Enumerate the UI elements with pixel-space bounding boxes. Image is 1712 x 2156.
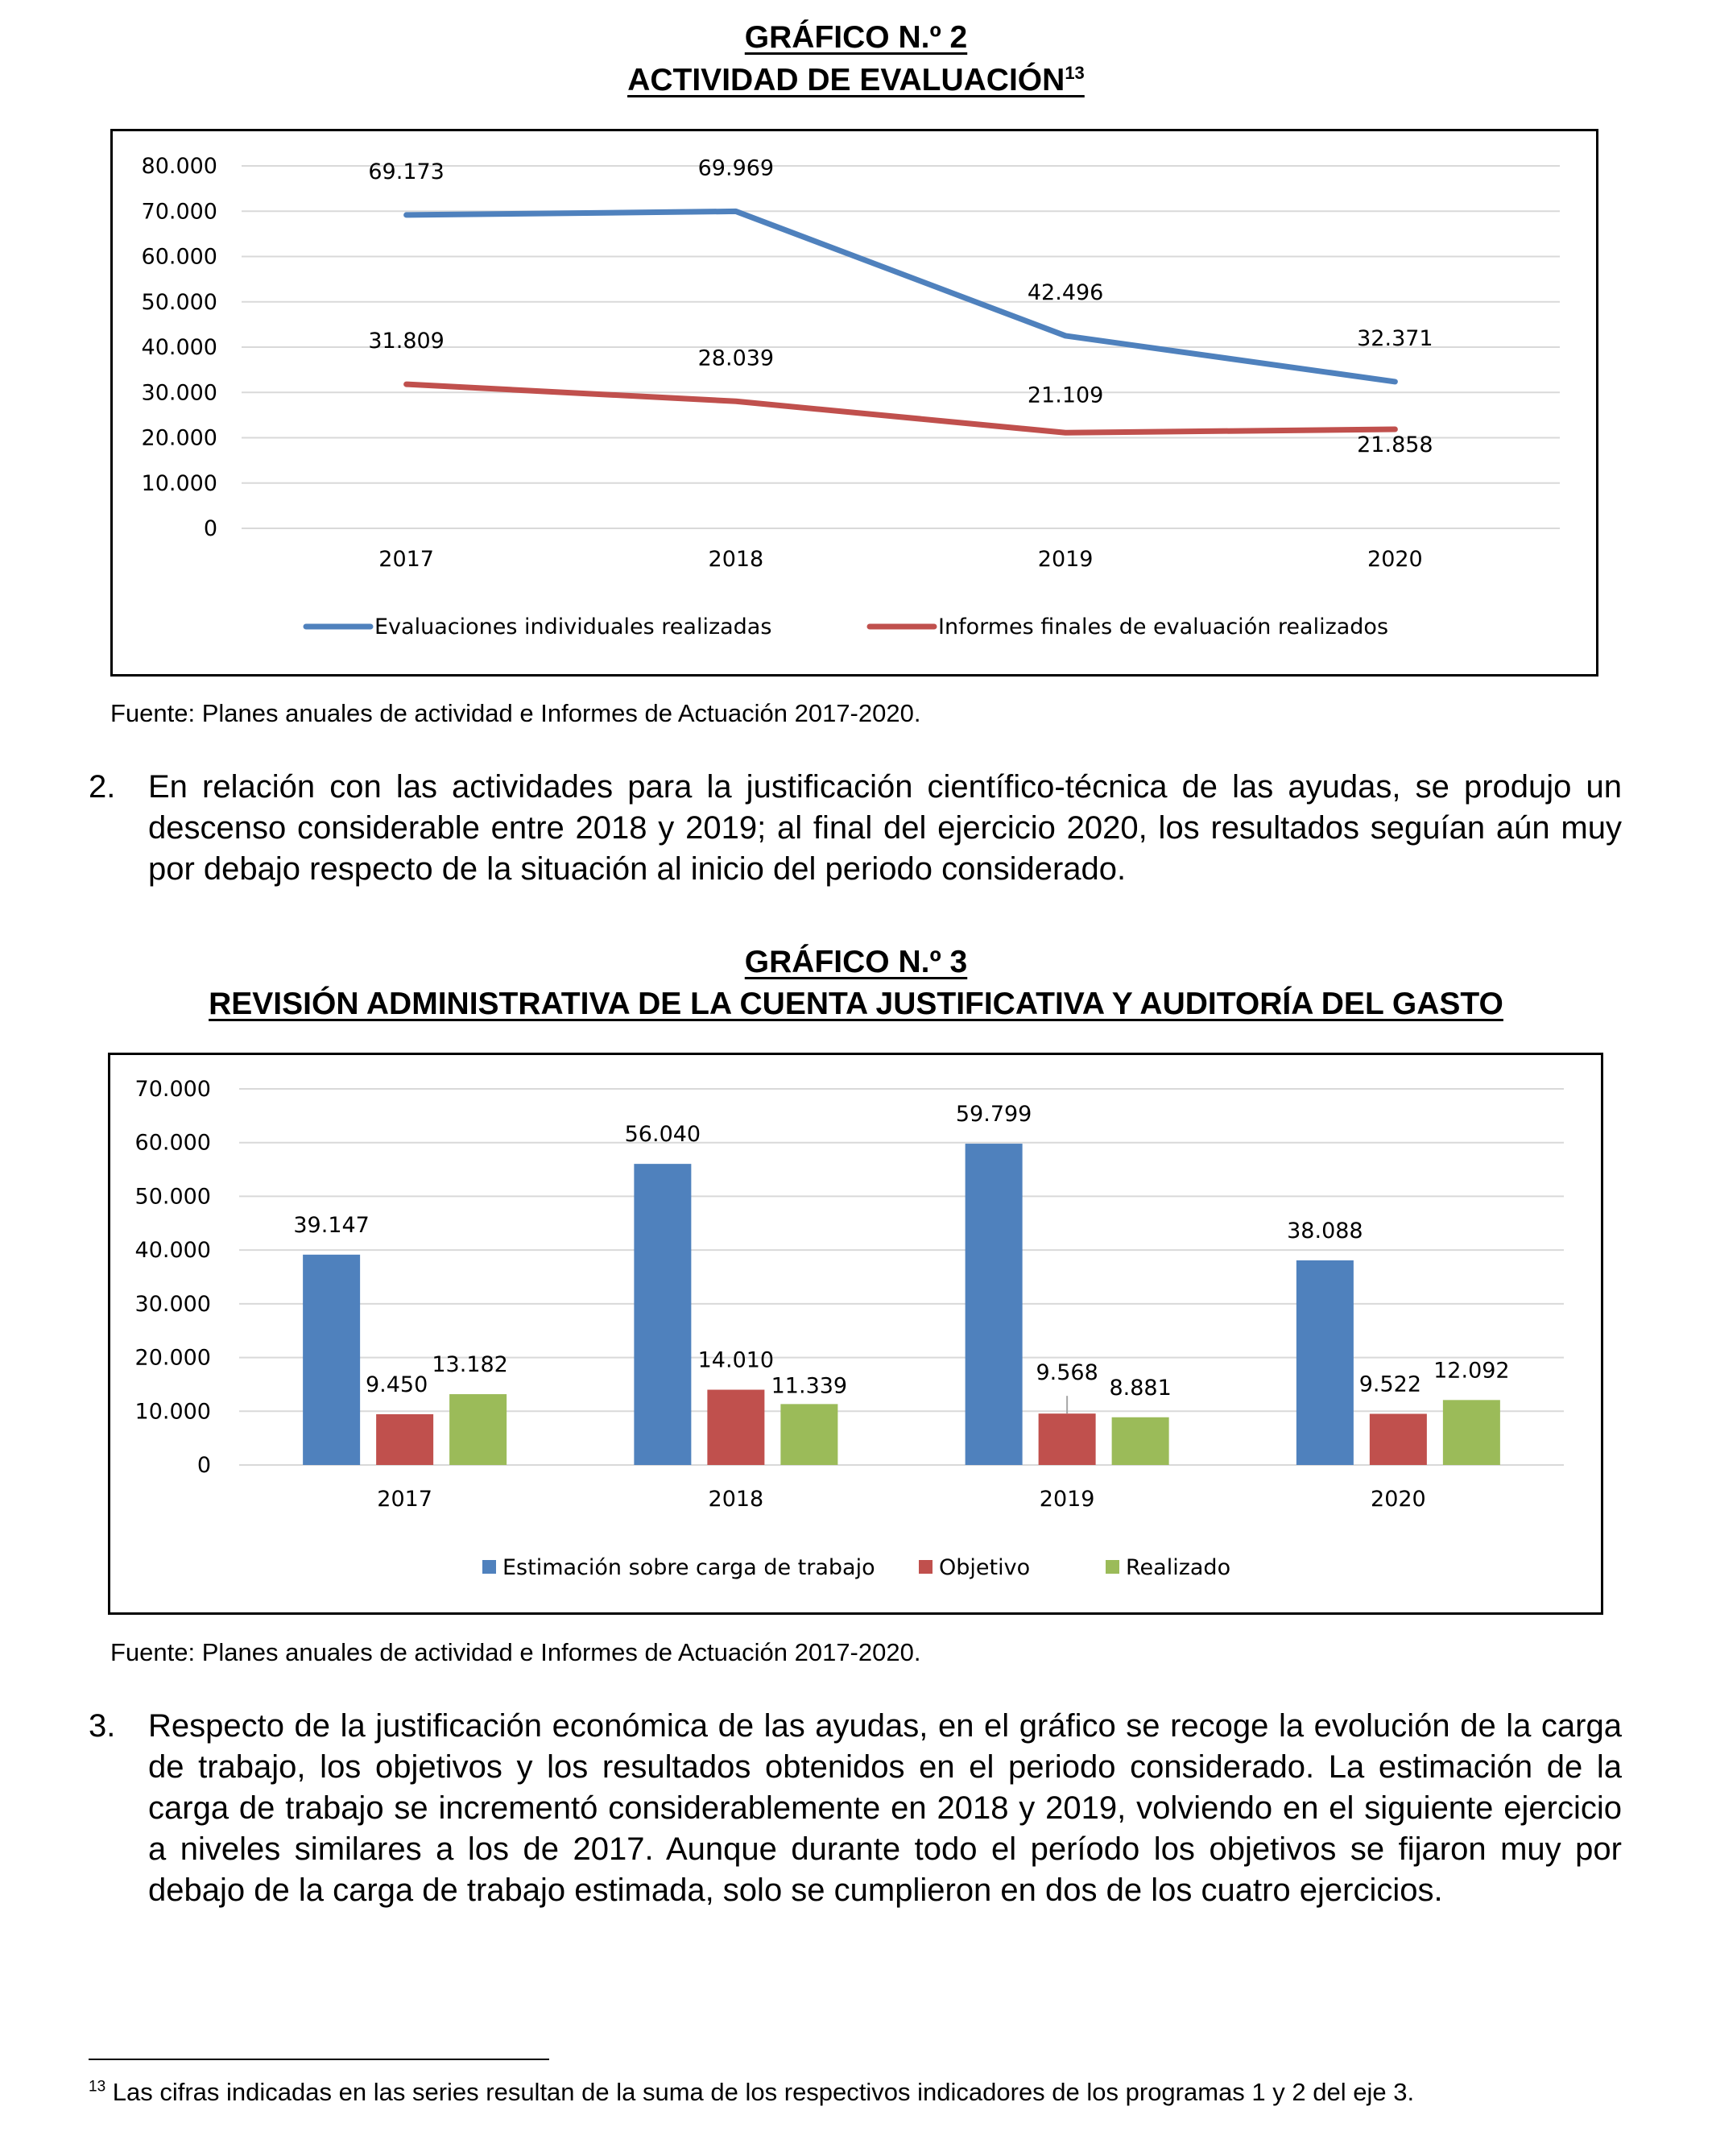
- y-tick-label: 50.000: [141, 289, 217, 315]
- chart3-heading-number-text: GRÁFICO N.º 3: [744, 945, 968, 979]
- bar-2: [1370, 1413, 1427, 1465]
- chart2-frame: [110, 129, 1598, 677]
- x-tick-label: 2020: [1371, 1487, 1426, 1512]
- legend-label: Informes finales de evaluación realizados: [938, 615, 1389, 639]
- chart3-heading-title-text: REVISIÓN ADMINISTRATIVA DE LA CUENTA JUSTIFICATIVA Y AUDITORÍA DEL GASTO: [209, 987, 1503, 1021]
- x-tick-label: 2019: [1039, 1487, 1095, 1512]
- bar-3: [780, 1404, 837, 1465]
- y-tick-label: 30.000: [141, 380, 217, 406]
- bar-1: [966, 1144, 1023, 1465]
- paragraph-3: [89, 1706, 1622, 1959]
- chart2-heading-title-label: ACTIVIDAD DE EVALUACIÓN: [627, 63, 1065, 97]
- y-tick-label: 70.000: [134, 1077, 211, 1102]
- data-point: [1395, 429, 1396, 430]
- y-tick-label: 80.000: [141, 154, 217, 179]
- paragraph-3-text: Respecto de la justificación económica de las ayudas, en el gráfico se recoge la evolución de la carga de trabajo, los objetivos y los resultados obtenidos en el periodo considerado. La estimación de la carga de trabajo se incrementó considerablemente en 2018 y 2019, volviendo en el siguiente ejercicio a niveles similares a los de 2017. Aunque durante todo el período los objetivos se fijaron muy por debajo de la carga de trabajo estimada, solo se cumplieron en dos de los cuatro ejercicios.: [148, 1708, 1622, 1908]
- data-label: 59.799: [955, 1102, 1032, 1128]
- y-tick-label: 10.000: [134, 1399, 211, 1425]
- data-label: 14.010: [697, 1347, 775, 1373]
- data-label: 21.109: [1027, 383, 1104, 408]
- data-point: [1395, 381, 1396, 382]
- data-label: 56.040: [624, 1122, 701, 1148]
- x-tick-label: 2017: [378, 547, 434, 572]
- legend-label: Estimación sobre carga de trabajo: [502, 1555, 875, 1580]
- data-label: 12.092: [1433, 1358, 1510, 1384]
- y-tick-label: 30.000: [134, 1291, 211, 1317]
- bar-1: [634, 1164, 691, 1465]
- bar-2: [376, 1414, 433, 1465]
- data-label: 11.339: [771, 1373, 848, 1399]
- bar-3: [1443, 1400, 1500, 1465]
- paragraph-2: [89, 767, 1622, 896]
- bar-3: [449, 1394, 507, 1465]
- legend-swatch: [482, 1560, 496, 1574]
- data-label: 69.969: [697, 155, 775, 181]
- paragraph-2-text: En relación con las actividades para la justificación científico-técnica de las ayudas, se produjo un descenso considerable entre 2018 y 2019; al final del ejercicio 2020, los resultados seguían aún muy por debajo respecto de la situación al inicio del periodo considerado.: [148, 769, 1622, 887]
- evaluation-line-chart: [113, 131, 1596, 674]
- bar-3: [1112, 1417, 1169, 1465]
- footnote-13: [89, 2076, 1414, 2108]
- y-tick-label: 0: [196, 1453, 211, 1478]
- y-tick-label: 60.000: [141, 244, 217, 270]
- x-tick-label: 2019: [1037, 547, 1094, 572]
- chart3-heading-title: [0, 984, 1712, 1024]
- chart3-source: Fuente: Planes anuales de actividad e Informes de Actuación 2017-2020.: [110, 1638, 921, 1666]
- y-tick-label: 20.000: [141, 425, 217, 451]
- footnote-text: Las cifras indicadas en las series resultan de la suma de los respectivos indicadores de los programas 1 y 2 del eje 3.: [105, 2078, 1415, 2106]
- paragraph-3-number: 3.: [89, 1708, 116, 1744]
- legend-swatch: [919, 1560, 933, 1574]
- footnote-ref-13[interactable]: 13: [1065, 63, 1085, 83]
- bar-2: [707, 1390, 764, 1465]
- y-tick-label: 70.000: [141, 199, 217, 225]
- data-label: 13.182: [432, 1352, 508, 1378]
- chart2-source: Fuente: Planes anuales de actividad e Informes de Actuación 2017-2020.: [110, 699, 921, 727]
- bar-1: [303, 1255, 360, 1465]
- data-label: 32.371: [1357, 325, 1433, 351]
- y-tick-label: 40.000: [134, 1238, 211, 1264]
- data-point: [735, 401, 736, 402]
- y-tick-label: 60.000: [134, 1130, 211, 1156]
- y-tick-label: 40.000: [141, 335, 217, 360]
- y-tick-label: 0: [203, 516, 217, 541]
- bar-2: [1039, 1413, 1096, 1465]
- series-line-2: [407, 384, 1396, 432]
- data-label: 69.173: [368, 159, 445, 184]
- data-point: [406, 214, 407, 215]
- series-line-1: [407, 211, 1396, 381]
- footnote-mark: 13: [89, 2078, 106, 2096]
- data-label: 42.496: [1027, 279, 1104, 305]
- data-label: 21.858: [1357, 432, 1433, 458]
- y-tick-label: 10.000: [141, 470, 217, 496]
- chart3-frame: [108, 1053, 1603, 1615]
- chart2-heading-number: [0, 18, 1712, 58]
- data-label: 9.568: [1036, 1360, 1098, 1386]
- data-label: 28.039: [697, 346, 775, 371]
- chart3-heading-number: [0, 942, 1712, 983]
- legend-label: Realizado: [1126, 1555, 1231, 1580]
- x-tick-label: 2020: [1367, 547, 1423, 572]
- data-label: 31.809: [368, 329, 445, 354]
- chart2-heading-title-text: [627, 63, 1085, 97]
- data-point: [1065, 432, 1066, 433]
- x-tick-label: 2018: [708, 1487, 764, 1512]
- x-tick-label: 2018: [708, 547, 764, 572]
- data-label: 38.088: [1287, 1218, 1363, 1244]
- y-tick-label: 50.000: [134, 1184, 211, 1210]
- data-label: 39.147: [293, 1212, 370, 1238]
- legend-label: Evaluaciones individuales realizadas: [374, 615, 772, 639]
- legend-swatch: [1106, 1560, 1119, 1574]
- legend-label: Objetivo: [939, 1555, 1031, 1580]
- chart2-heading-title: [0, 60, 1712, 101]
- footnote-separator: [89, 2059, 549, 2060]
- data-label: 9.450: [365, 1372, 428, 1397]
- expense-review-bar-chart: [110, 1055, 1601, 1612]
- data-label: 8.881: [1109, 1375, 1172, 1401]
- x-tick-label: 2017: [377, 1487, 432, 1512]
- paragraph-2-number: 2.: [89, 769, 116, 805]
- data-point: [406, 384, 407, 385]
- data-label: 9.522: [1358, 1372, 1422, 1397]
- data-point: [1065, 335, 1066, 336]
- y-tick-label: 20.000: [134, 1345, 211, 1371]
- data-point: [735, 211, 736, 212]
- chart2-heading-number-text: GRÁFICO N.º 2: [744, 20, 968, 55]
- bar-1: [1296, 1260, 1354, 1465]
